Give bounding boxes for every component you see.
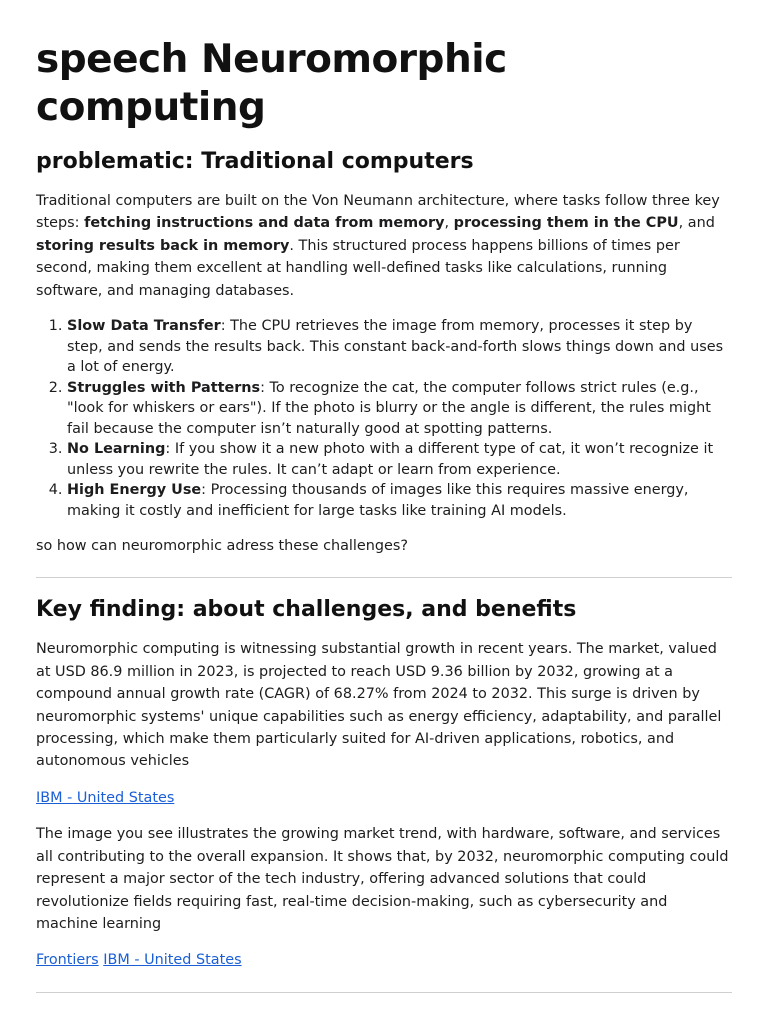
- intro-bold-fetch: fetching instructions and data from memory: [84, 215, 445, 232]
- list-item: [67, 439, 732, 480]
- list-item-title: Slow Data Transfer: [67, 318, 221, 335]
- outro-question: so how can neuromorphic adress these challenges?: [36, 538, 409, 555]
- list-item-text: : If you show it a new photo with a different type of cat, it won’t recognize it unless you rewrite the rules. It can’t adapt or learn from experience.: [67, 441, 714, 478]
- source-links-1: [36, 787, 732, 809]
- list-item-title: No Learning: [67, 441, 166, 458]
- intro-bold-store: storing results back in memory: [36, 237, 290, 254]
- list-item: [67, 316, 732, 378]
- intro-text-1: Traditional computers are built on the Von Neumann architecture, where tasks follow three key steps:: [36, 193, 720, 232]
- ibm-link-2[interactable]: IBM - United States: [103, 952, 242, 969]
- section-heading-traditional: problematic: Traditional computers: [36, 149, 474, 174]
- list-item-text: : The CPU retrieves the image from memory, processes it step by step, and sends the results back. This constant back-and-forth slows things down and uses a lot of energy.: [67, 318, 724, 376]
- intro-text-2: ,: [444, 215, 454, 232]
- intro-bold-process: processing them in the CPU: [453, 215, 679, 232]
- frontiers-link[interactable]: Frontiers: [36, 952, 99, 969]
- ibm-link[interactable]: IBM - United States: [36, 789, 175, 806]
- source-links-2: [36, 949, 732, 971]
- section-divider: [36, 577, 732, 578]
- list-item-text: : Processing thousands of images like this requires massive energy, making it costly and inefficient for large tasks like training AI models.: [67, 482, 689, 519]
- list-item-text: : To recognize the cat, the computer follows strict rules (e.g., "look for whiskers or ears"). If the photo is blurry or the angle is different, the rules might fail because the computer isn’t naturally good at spotting patterns.: [67, 379, 711, 437]
- intro-text-4: . This structured process happens billions of times per second, making them excellent at handling well-defined tasks like calculations, running software, and managing databases.: [36, 237, 680, 299]
- intro-paragraph: [36, 190, 732, 302]
- market-paragraph: Neuromorphic computing is witnessing substantial growth in recent years. The market, valued at USD 86.9 million in 2023, is projected to reach USD 9.36 billion by 2032, growing at a compound annual growth rate (CAGR) of 68.27% from 2024 to 2032. This surge is driven by neuromorphic systems' unique capabilities such as energy efficiency, adaptability, and parallel processing, which make them particularly suited for AI-driven applications, robotics, and autonomous vehicles: [36, 641, 722, 770]
- list-item: [67, 378, 732, 440]
- intro-text-3: , and: [678, 215, 715, 232]
- bottom-divider: [36, 992, 732, 993]
- page-title: speech Neuromorphic computing: [36, 37, 507, 130]
- problems-list: [36, 316, 732, 521]
- list-item-title: Struggles with Patterns: [67, 379, 261, 396]
- trend-paragraph: The image you see illustrates the growing market trend, with hardware, software, and services all contributing to the overall expansion. It shows that, by 2032, neuromorphic computing could represent a major sector of the tech industry, offering advanced solutions that could revolutionize fields requiring fast, real-time decision-making, such as cybersecurity and machine learning: [36, 826, 729, 932]
- list-item: [67, 480, 732, 521]
- list-item-title: High Energy Use: [67, 482, 202, 499]
- section-heading-key-finding: Key finding: about challenges, and benefits: [36, 597, 577, 623]
